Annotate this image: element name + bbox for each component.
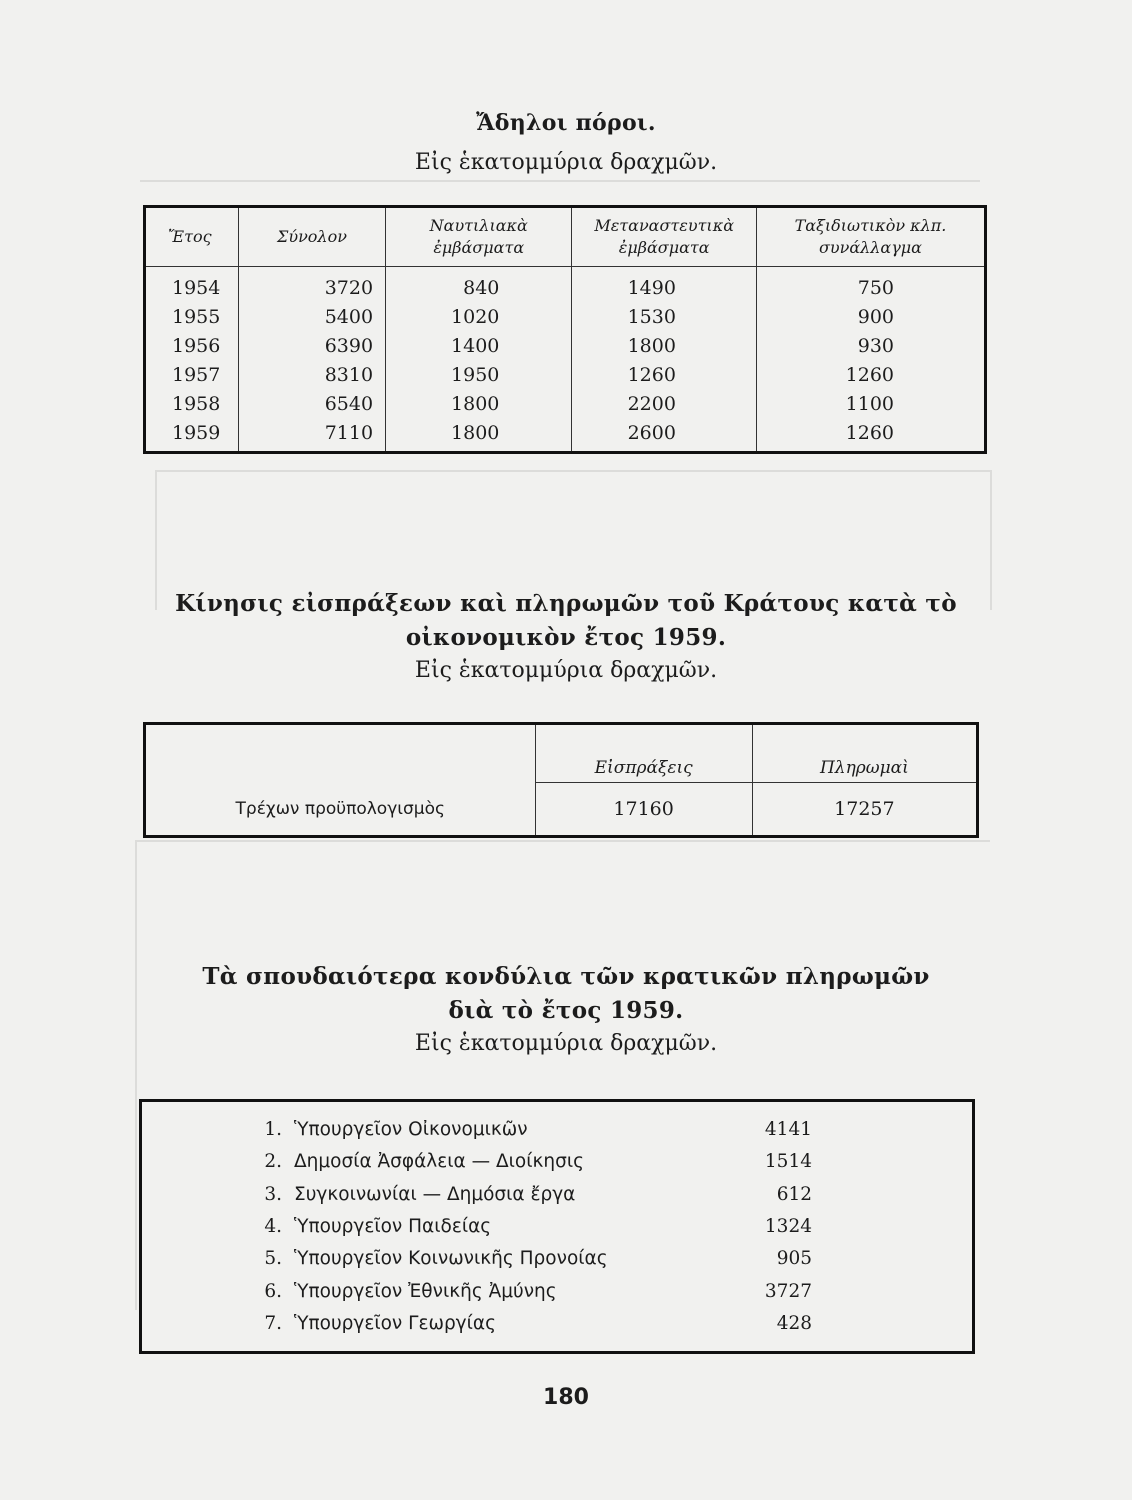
state-payments-table <box>139 1099 975 1354</box>
item-number: 7. <box>264 1312 282 1334</box>
item-number: 3. <box>264 1183 282 1205</box>
bleed-through-rule <box>155 470 157 610</box>
table-row <box>145 267 986 303</box>
item-number: 2. <box>264 1151 282 1173</box>
bleed-through-rule <box>140 180 980 182</box>
emigrant-cell: 1800 <box>572 331 757 360</box>
table-row <box>145 389 986 418</box>
section2-title-line2: οἰκονομικὸν ἔτος 1959. <box>405 624 727 651</box>
item-number: 6. <box>264 1280 282 1302</box>
year-cell: 1956 <box>172 334 221 357</box>
table-row <box>145 360 986 389</box>
section1-title: Ἄδηλοι πόροι. <box>476 110 656 136</box>
item-value: 4141 <box>764 1118 812 1140</box>
item-label: Ὑπουργεῖον Παιδείας <box>294 1215 492 1237</box>
total-cell: 8310 <box>238 360 385 389</box>
item-value: 905 <box>776 1248 812 1270</box>
item-label: Συγκοινωνίαι — Δημόσια ἔργα <box>294 1183 576 1205</box>
column-header-shipping: Ναυτιλιακὰ ἐμβάσματα <box>386 207 572 267</box>
tourism-cell: 750 <box>756 267 985 303</box>
bleed-through-rule <box>135 840 990 842</box>
payments-value: 17257 <box>752 783 977 837</box>
total-cell: 5400 <box>238 302 385 331</box>
item-label: Ὑπουργεῖον Ἐθνικῆς Ἀμύνης <box>294 1280 557 1302</box>
item-label: Ὑπουργεῖον Γεωργίας <box>294 1312 496 1334</box>
shipping-cell: 1800 <box>386 418 572 453</box>
table-padding-row <box>141 1101 974 1114</box>
receipts-payments-table <box>143 722 979 838</box>
column-header-receipts: Εἰσπράξεις <box>535 724 752 783</box>
table-row <box>145 418 986 453</box>
table-header-row <box>145 207 986 267</box>
list-item <box>141 1275 974 1307</box>
total-cell: 6540 <box>238 389 385 418</box>
item-label: Ὑπουργεῖον Οἰκονομικῶν <box>294 1118 528 1140</box>
year-cell: 1957 <box>172 363 221 386</box>
list-item <box>141 1243 974 1275</box>
section3-subtitle: Εἰς ἑκατομμύρια δραχμῶν. <box>414 1031 718 1056</box>
year-cell: 1958 <box>172 392 221 415</box>
column-header-year: Ἔτος <box>145 207 239 267</box>
receipts-value: 17160 <box>535 783 752 837</box>
section3-title-line1: Τὰ σπουδαιότερα κονδύλια τῶν κρατικῶν πληρωμῶν <box>202 963 930 990</box>
emigrant-cell: 2200 <box>572 389 757 418</box>
list-item <box>141 1307 974 1339</box>
item-value: 1514 <box>764 1151 812 1173</box>
tourism-cell: 1100 <box>756 389 985 418</box>
item-label: Ὑπουργεῖον Κοινωνικῆς Προνοίας <box>294 1248 608 1270</box>
emigrant-cell: 1260 <box>572 360 757 389</box>
tourism-cell: 1260 <box>756 360 985 389</box>
item-number: 4. <box>264 1215 282 1237</box>
emigrant-cell: 1490 <box>572 267 757 303</box>
shipping-cell: 1950 <box>386 360 572 389</box>
bleed-through-rule <box>990 470 992 610</box>
tourism-cell: 930 <box>756 331 985 360</box>
total-cell: 7110 <box>238 418 385 453</box>
item-number: 1. <box>264 1118 282 1140</box>
table-row <box>145 783 978 837</box>
bleed-through-rule <box>155 470 990 472</box>
row-label-current-budget: Τρέχων προϋπολογισμὸς <box>235 798 445 819</box>
tourism-cell: 900 <box>756 302 985 331</box>
table-header-row <box>145 724 978 783</box>
section2-title-line1: Κίνησις εἰσπράξεων καὶ πληρωμῶν τοῦ Κράτους κατὰ τὸ <box>175 590 957 617</box>
column-header-payments: Πληρωμαὶ <box>752 724 977 783</box>
section3-title-line2: διὰ τὸ ἔτος 1959. <box>448 997 684 1024</box>
section1-subtitle: Εἰς ἑκατομμύρια δραχμῶν. <box>414 150 718 175</box>
list-item <box>141 1113 974 1145</box>
tourism-cell: 1260 <box>756 418 985 453</box>
shipping-cell: 1020 <box>386 302 572 331</box>
item-value: 3727 <box>764 1280 812 1302</box>
year-cell: 1959 <box>172 421 221 444</box>
table-padding-row <box>141 1340 974 1353</box>
emigrant-cell: 2600 <box>572 418 757 453</box>
table-row <box>145 331 986 360</box>
column-header-total: Σύνολον <box>238 207 385 267</box>
table-row <box>145 302 986 331</box>
total-cell: 6390 <box>238 331 385 360</box>
item-label: Δημοσία Ἀσφάλεια — Διοίκησις <box>294 1151 584 1173</box>
emigrant-cell: 1530 <box>572 302 757 331</box>
shipping-cell: 1400 <box>386 331 572 360</box>
year-cell: 1954 <box>172 276 221 299</box>
total-cell: 3720 <box>238 267 385 303</box>
list-item <box>141 1178 974 1210</box>
column-header-emigrant: Μεταναστευτικὰ ἐμβάσματα <box>572 207 757 267</box>
column-header-tourism: Ταξιδιωτικὸν κλπ. συνάλλαγμα <box>756 207 985 267</box>
shipping-cell: 1800 <box>386 389 572 418</box>
bleed-through-rule <box>135 840 137 1310</box>
year-cell: 1955 <box>172 305 221 328</box>
invisible-resources-table <box>143 205 987 454</box>
item-number: 5. <box>264 1248 282 1270</box>
section2-subtitle: Εἰς ἑκατομμύρια δραχμῶν. <box>414 658 718 683</box>
item-value: 612 <box>776 1183 812 1205</box>
list-item <box>141 1146 974 1178</box>
header-blank-cell <box>145 724 536 783</box>
shipping-cell: 840 <box>386 267 572 303</box>
item-value: 1324 <box>764 1215 812 1237</box>
list-item <box>141 1210 974 1242</box>
item-value: 428 <box>776 1312 812 1334</box>
page-number: 180 <box>543 1385 589 1410</box>
